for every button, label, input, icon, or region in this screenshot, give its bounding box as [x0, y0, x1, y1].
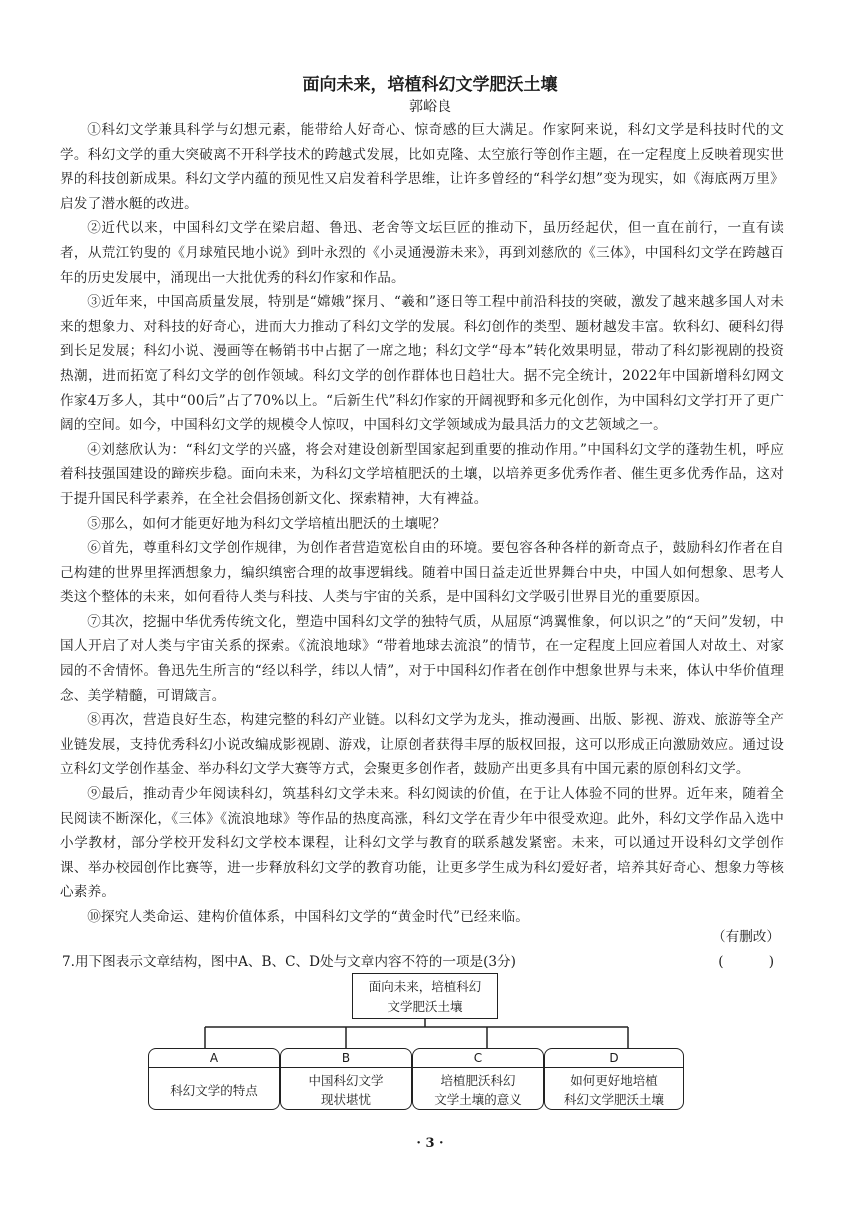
article-title: 面向未来，培植科幻文学肥沃土壤 — [302, 75, 558, 95]
option-b-letter: B — [281, 1049, 411, 1068]
option-a-letter: A — [149, 1049, 279, 1068]
paragraph-10: ⑩探究人类命运、建构价值体系，中国科幻文学的“黄金时代”已经来临。 — [87, 909, 530, 925]
paragraph-3: ③近年来，中国高质量发展，特别是“嫦娥”探月、“羲和”逐日等工程中前沿科技的突破，激发了越来越多国人对未来的想象力、对科技的好奇心，进而大力推动了科幻文学的发展。科幻创作的类型、题材越发丰富。软科幻、硬科幻得到长足发展；科幻小说、漫画等在畅销书中占据了一席之地；科幻文学“母本”转化效果明显，带动了科幻影视剧的投资热潮，进而拓宽了科幻文学的创作领域。科幻文学的创作群体也日趋壮大。据不完全统计，2022年中国新增科幻网文作家4万多人，其中“00后”占了70%以上。“后新生代”科幻作家的开阔视野和多元化创作，为中国科幻文学打开了更广阔的空间。如今，中国科幻文学的规模令人惊叹，中国科幻文学领域成为最具活力的文艺领域之一。 — [60, 294, 784, 434]
option-d-label — [545, 1071, 683, 1109]
paragraph-6: ⑥首先，尊重科幻文学创作规律，为创作者营造宽松自由的环境。要包容各种各样的新奇点子，鼓励科幻作者在自己构建的世界里挥洒想象力，编织缜密合理的故事逻辑线。随着中国日益走近世界舞台中央，中国人如何想象、思考人类这个整体的未来，如何看待人类与科技、人类与宇宙的关系，是中国科幻文学吸引世界目光的重要原因。 — [60, 540, 784, 606]
diagram-root-box — [352, 973, 498, 1019]
paragraph-1: ①科幻文学兼具科学与幻想元素，能带给人好奇心、惊奇感的巨大满足。作家阿来说，科幻文学是科技时代的文学。科幻文学的重大突破离不开科学技术的跨越式发展，比如克隆、太空旅行等创作主题，在一定程度上反映着现实世界的科技创新成果。科幻文学内蕴的预见性又启发着科学思维，让许多曾经的“科学幻想”变为现实，如《海底两万里》启发了潜水艇的改进。 — [60, 122, 784, 212]
option-c-line1: 培植肥沃科幻 — [440, 1073, 516, 1088]
option-c-line2: 文学土壤的意义 — [434, 1092, 522, 1107]
paragraph-5: ⑤那么，如何才能更好地为科幻文学培植出肥沃的土壤呢？ — [87, 515, 446, 532]
source-note: （有删改） — [712, 929, 780, 945]
option-d-line2: 科幻文学肥沃土壤 — [563, 1092, 664, 1107]
paragraph-8: ⑧再次，营造良好生态，构建完整的科幻产业链。以科幻文学为龙头，推动漫画、出版、影视、游戏、旅游等全产业链发展，支持优秀科幻小说改编成影视剧、游戏，让原创者获得丰厚的版权回报，这可以形成正向激励效应。通过设立科幻文学创作基金、举办科幻文学大赛等方式，会聚更多创作者，鼓励产出更多具有中国元素的原创科幻文学。 — [60, 712, 784, 778]
option-d-letter: D — [545, 1049, 683, 1068]
root-label-line1: 面向未来，培植科幻 — [368, 979, 482, 994]
answer-blank: ( ) — [718, 954, 780, 970]
option-b-label — [281, 1071, 411, 1109]
option-d-line1: 如何更好地培植 — [570, 1073, 658, 1088]
article-author: 郭峪良 — [409, 99, 451, 115]
paragraph-4: ④刘慈欣认为：“科幻文学的兴盛，将会对建设创新型国家起到重要的推动作用。”中国科幻文学的蓬勃生机，呼应着科技强国建设的蹄疾步稳。面向未来，为科幻文学培植肥沃的土壤，以培养更多优秀作者、催生更多优秀作品，这对于提升国民科学素养，在全社会倡扬创新文化、探索精神，大有裨益。 — [60, 441, 784, 507]
paragraph-2: ②近代以来，中国科幻文学在梁启超、鲁迅、老舍等文坛巨匠的推动下，虽历经起伏，但一直在前行，一直有读者，从荒江钓叟的《月球殖民地小说》到叶永烈的《小灵通漫游未来》，再到刘慈欣的《三体》，中国科幻文学在跨越百年的历史发展中，涌现出一大批优秀的科幻作家和作品。 — [60, 220, 784, 286]
option-box-b — [280, 1048, 412, 1110]
option-box-c — [412, 1048, 544, 1110]
option-b-line2: 现状堪忧 — [320, 1092, 371, 1107]
article-body — [60, 118, 784, 930]
option-c-letter: C — [413, 1049, 543, 1068]
option-box-a — [148, 1048, 280, 1110]
option-b-line1: 中国科幻文学 — [308, 1073, 384, 1088]
page-number: · 3 · — [416, 1136, 444, 1151]
option-box-d — [544, 1048, 684, 1110]
question-7-stem: 7.用下图表示文章结构，图中A、B、C、D处与文章内容不符的一项是(3分) — [62, 954, 516, 970]
option-c-label — [413, 1071, 543, 1109]
paragraph-7: ⑦其次，挖掘中华优秀传统文化，塑造中国科幻文学的独特气质，从屈原“鸿翼惟象，何以识之”的“天问”发轫，中国人开启了对人类与宇宙关系的探索。《流浪地球》“带着地球去流浪”的情节，在一定程度上回应着国人对故土、对家园的不舍情怀。鲁迅先生所言的“经以科学，纬以人情”，对于中国科幻作者在创作中想象世界与未来，体认中华价值理念、美学精髓，可谓箴言。 — [60, 613, 784, 704]
paragraph-9: ⑨最后，推动青少年阅读科幻，筑基科幻文学未来。科幻阅读的价值，在于让人体验不同的世界。近年来，随着全民阅读不断深化，《三体》《流浪地球》等作品的热度高涨，科幻文学在青少年中很受欢迎。此外，科幻文学作品入选中小学教材，部分学校开发科幻文学校本课程，让科幻文学与教育的联系越发紧密。未来，可以通过开设科幻文学创作课、举办校园创作比赛等，进一步释放科幻文学的教育功能，让更多学生成为科幻爱好者，培养其好奇心、想象力等核心素养。 — [60, 786, 784, 901]
root-label-line2: 文学肥沃土壤 — [387, 999, 463, 1014]
option-a-label: 科幻文学的特点 — [170, 1083, 258, 1098]
